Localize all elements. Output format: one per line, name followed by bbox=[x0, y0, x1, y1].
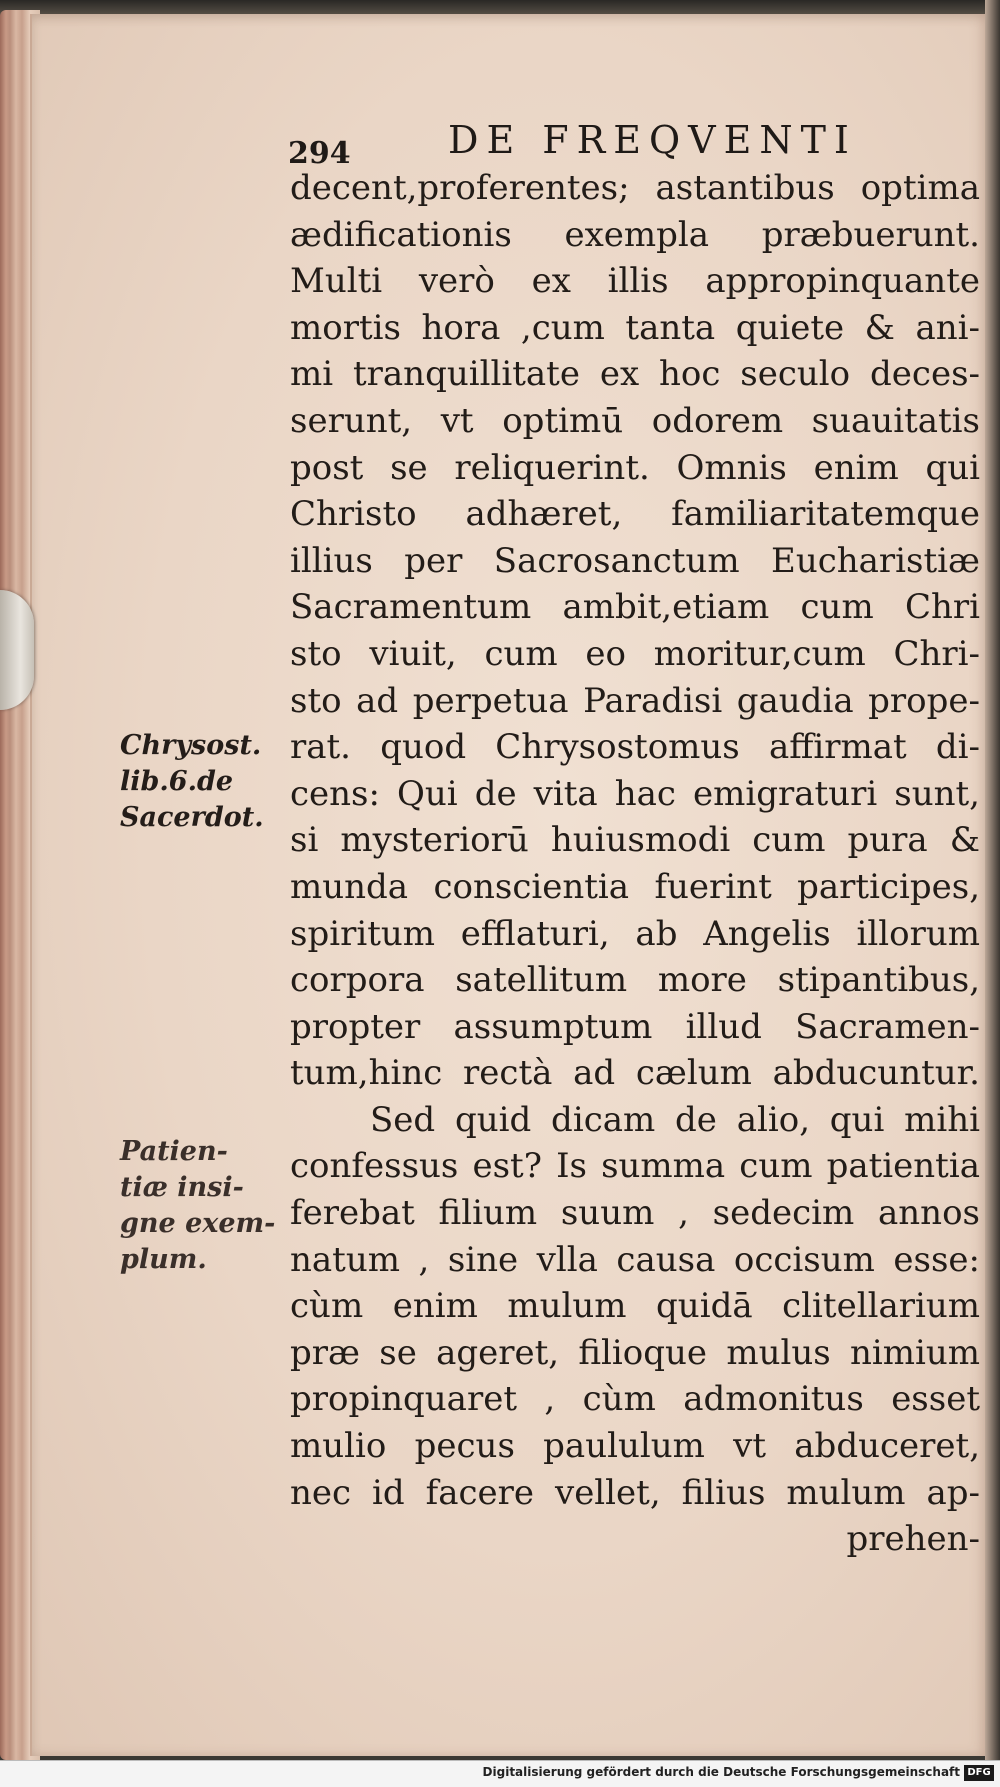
text-line: præ se ageret, filioque mulus nimium bbox=[290, 1332, 980, 1373]
text-line: decent,proferentes; astantibus optima bbox=[290, 168, 980, 208]
page-number: 294 bbox=[288, 136, 351, 171]
book-clasp bbox=[0, 590, 34, 710]
margin-note-line: Sacerdot. bbox=[120, 802, 264, 833]
dfg-logo: DFG bbox=[964, 1765, 994, 1781]
text-line: mi tranquillitate ex hoc seculo deces- bbox=[290, 354, 980, 395]
text-line: mortis hora ,cum tanta quiete & ani- bbox=[290, 307, 980, 348]
margin-note-line: plum. bbox=[120, 1244, 207, 1275]
text-line: ædificationis exempla præbuerunt. bbox=[290, 214, 980, 255]
text-line: spiritum efflaturi, ab Angelis illorum bbox=[290, 913, 980, 954]
margin-note-line: tiæ insi- bbox=[120, 1172, 244, 1203]
catchword: prehen- bbox=[846, 1519, 980, 1560]
text-line: cùm enim mulum quidā clitellarium bbox=[290, 1286, 980, 1327]
text-line: propter assumptum illud Sacramen- bbox=[290, 1006, 980, 1047]
margin-note-line: lib.6.de bbox=[120, 766, 234, 797]
text-line: corpora satellitum more stipantibus, bbox=[290, 960, 980, 1001]
text-line: tum,hinc rectà ad cælum abducuntur. bbox=[290, 1053, 980, 1094]
margin-note-line: gne exem- bbox=[120, 1208, 276, 1239]
text-line: mulio pecus paululum vt abduceret, bbox=[290, 1426, 980, 1467]
body-text bbox=[290, 165, 980, 1563]
text-line: rat. quod Chrysostomus affirmat di- bbox=[290, 727, 980, 768]
text-line: si mysteriorū huiusmodi cum pura & bbox=[290, 820, 980, 861]
text-line: sto ad perpetua Paradisi gaudia prope- bbox=[290, 680, 980, 721]
margin-note-patientia bbox=[120, 1134, 280, 1278]
text-line: Multi verò ex illis appropinquante bbox=[290, 261, 980, 302]
text-line: cens: Qui de vita hac emigraturi sunt, bbox=[290, 773, 980, 814]
text-line: propinquaret , cùm admonitus esset bbox=[290, 1379, 980, 1420]
text-line: illius per Sacrosanctum Eucharistiæ bbox=[290, 540, 980, 581]
text-line: Sacramentum ambit,etiam cum Chri bbox=[290, 587, 980, 628]
funding-credit: Digitalisierung gefördert durch die Deutsche Forschungsgemeinschaft bbox=[482, 1765, 960, 1779]
margin-note-line: Patien- bbox=[120, 1136, 228, 1167]
text-line: munda conscientia fuerint participes, bbox=[290, 866, 980, 907]
text-line: Christo adhæret, familiaritatemque bbox=[290, 494, 980, 535]
text-line: Sed quid dicam de alio, qui mihi bbox=[370, 1099, 980, 1140]
running-title: DE FREQVENTI bbox=[448, 118, 857, 162]
text-line: post se reliquerint. Omnis enim qui bbox=[290, 447, 980, 488]
text-line: confessus est? Is summa cum patientia bbox=[290, 1146, 980, 1187]
book-right-edge bbox=[985, 0, 1000, 1760]
digitization-footer bbox=[0, 1760, 1000, 1787]
page-header bbox=[288, 118, 888, 171]
text-line: serunt, vt optimū odorem suauitatis bbox=[290, 400, 980, 441]
text-line: ferebat filium suum , sedecim annos bbox=[290, 1193, 980, 1234]
margin-note-chrysostom bbox=[120, 728, 280, 836]
text-line: natum , sine vlla causa occisum esse: bbox=[290, 1239, 980, 1280]
margin-note-line: Chrysost. bbox=[120, 730, 262, 761]
text-line: sto viuit, cum eo moritur,cum Chri- bbox=[290, 633, 980, 674]
text-line: nec id facere vellet, filius mulum ap- bbox=[290, 1472, 980, 1513]
